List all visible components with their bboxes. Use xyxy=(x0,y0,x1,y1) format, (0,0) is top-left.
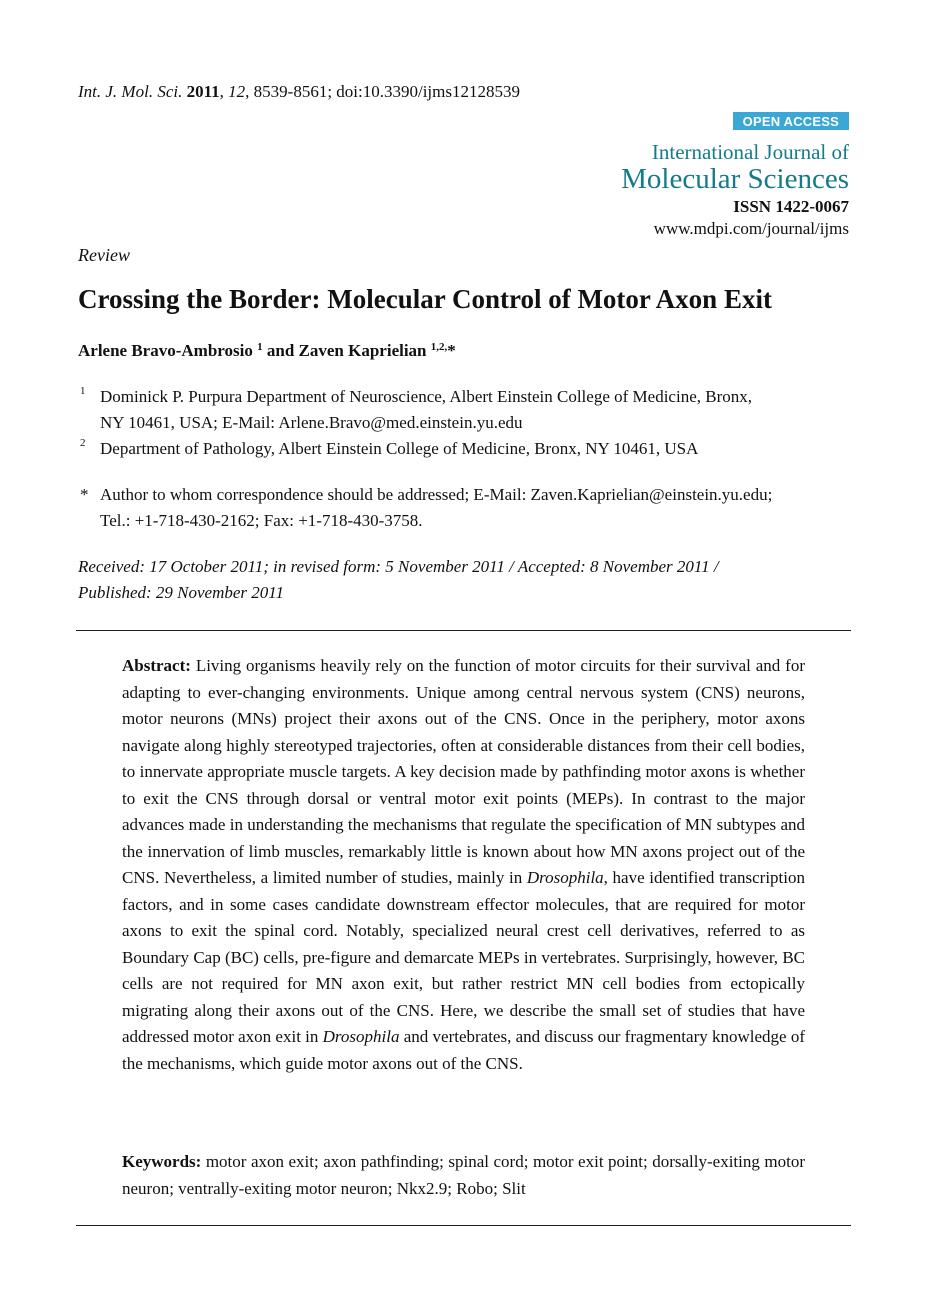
journal-url[interactable]: www.mdpi.com/journal/ijms xyxy=(653,219,849,238)
author-name: Arlene Bravo-Ambrosio xyxy=(78,341,253,360)
journal-name-line2: Molecular Sciences xyxy=(621,163,849,195)
italic-term: Drosophila xyxy=(526,868,604,887)
article-type: Review xyxy=(78,245,130,265)
affiliation-1 xyxy=(100,384,752,436)
author-affiliation-mark: 1 xyxy=(257,341,263,353)
affiliation-1-line1: Dominick P. Purpura Department of Neuroscience, Albert Einstein College of Medicine, Bronx, xyxy=(100,387,752,406)
citation-line: Int. J. Mol. Sci. 2011, 12, 8539-8561; doi:10.3390/ijms12128539 xyxy=(78,82,520,101)
keywords xyxy=(122,1149,805,1202)
journal-abbreviation: Int. J. Mol. Sci. xyxy=(78,82,183,101)
dates-line1: Received: 17 October 2011; in revised form: 5 November 2011 / Accepted: 8 November 2011 / xyxy=(78,557,719,576)
author-connector: and xyxy=(266,341,295,360)
affiliation-number: 1 xyxy=(80,385,86,397)
correspondence-line2: Tel.: +1-718-430-2162; Fax: +1-718-430-3758. xyxy=(100,511,423,530)
affiliation-number: 2 xyxy=(80,437,86,449)
correspondence-marker: * xyxy=(80,485,89,504)
italic-term: Drosophila xyxy=(322,1027,400,1046)
keywords-text: motor axon exit; axon pathfinding; spinal cord; motor exit point; dorsally-exiting motor neuron; ventrally-exiting motor neuron; Nkx2.9; Robo; Slit xyxy=(122,1152,805,1198)
citation-year: 2011 xyxy=(186,82,220,101)
keywords-label: Keywords: xyxy=(122,1152,202,1171)
publication-dates xyxy=(78,554,719,606)
bottom-divider xyxy=(76,1225,851,1226)
open-access-badge: OPEN ACCESS xyxy=(733,112,849,130)
corresponding-mark: * xyxy=(447,341,456,360)
author-list xyxy=(78,341,456,361)
citation-volume: 12 xyxy=(228,82,246,101)
affiliation-2: Department of Pathology, Albert Einstein College of Medicine, Bronx, NY 10461, USA xyxy=(100,439,699,458)
journal-name-line1: International Journal of xyxy=(651,140,849,164)
citation-pages-doi: , 8539-8561; doi:10.3390/ijms12128539 xyxy=(245,82,520,101)
affiliation-1-line2: NY 10461, USA; E-Mail: Arlene.Bravo@med.einstein.yu.edu xyxy=(100,413,523,432)
abstract-label: Abstract: xyxy=(122,656,191,675)
dates-line2: Published: 29 November 2011 xyxy=(78,583,285,602)
journal-issn: ISSN 1422-0067 xyxy=(733,197,849,216)
correspondence-note xyxy=(100,482,772,534)
author-affiliation-mark: 1,2,* xyxy=(430,341,456,360)
top-divider xyxy=(76,630,851,631)
correspondence-line1: Author to whom correspondence should be addressed; E-Mail: Zaven.Kaprielian@einstein.yu.edu; xyxy=(100,485,773,504)
paper-title: Crossing the Border: Molecular Control of Motor Axon Exit xyxy=(78,284,772,314)
author-name: Zaven Kaprielian xyxy=(298,341,427,360)
abstract: Abstract: Living organisms heavily rely on the function of motor circuits for their survival and for adapting to ever-changing environments. Unique among central nervous system (CNS) neurons, motor neurons (MNs) project their axons out of the CNS. Once in the periphery, motor axons navigate along highly stereotyped trajectories, often at considerable distances from their cell bodies, to innervate appropriate muscle targets. A key decision made by pathfinding motor axons is whether to exit the CNS through dorsal or ventral motor exit points (MEPs). In contrast to the major advances made in understanding the mechanisms that regulate the specification of MN subtypes and the innervation of limb muscles, remarkably little is known about how MN axons project out of the CNS. Nevertheless, a limited number of studies, mainly in Drosophila, have identified transcription factors, and in some cases candidate downstream effector molecules, that are required for motor axons to exit the spinal cord. Notably, specialized neural crest cell derivatives, referred to as Boundary Cap (BC) cells, pre-figure and demarcate MEPs in vertebrates. Surprisingly, however, BC cells are not required for MN axon exit, but rather restrict MN cell bodies from ectopically migrating along their axons out of the CNS. Here, we describe the small set of studies that have addressed motor axon exit in Drosophila and vertebrates, and discuss our fragmentary knowledge of the mechanisms, which guide motor axons out of the CNS. xyxy=(122,656,805,1073)
